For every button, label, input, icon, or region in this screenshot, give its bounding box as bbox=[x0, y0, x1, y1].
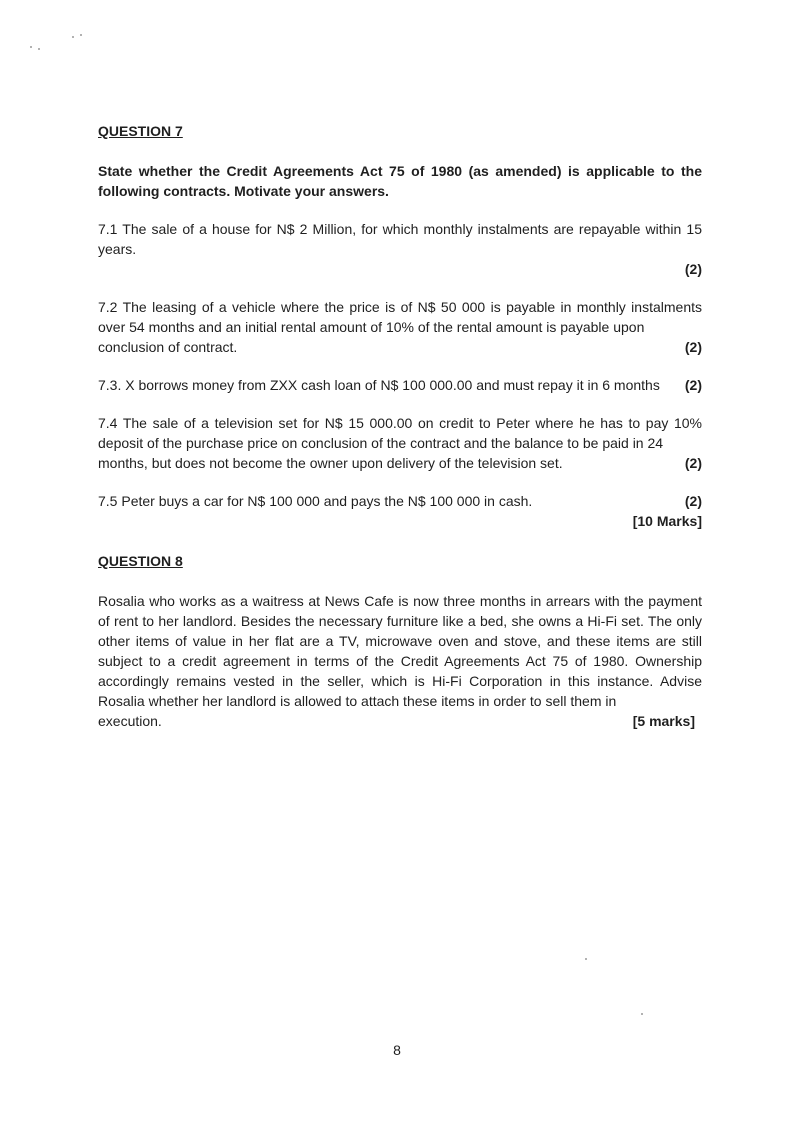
question-item-7-4 bbox=[98, 413, 702, 473]
question-item-last-line bbox=[98, 453, 702, 473]
question-8-text: Rosalia who works as a waitress at News Cafe is now three months in arrears with the payment of rent to her landlord. Besides the necessary furniture like a bed, she owns a Hi-Fi set. The only other items of value in her flat are a TV, microwave oven and stove, and these items are still subject to a credit agreement in terms of the Credit Agreements Act 75 of 1980. Ownership accordingly remains vested in the seller, which is Hi-Fi Corporation in this instance. Advise Rosalia whether her landlord is allowed to attach these items in order to sell them in bbox=[98, 593, 702, 709]
scan-speck bbox=[38, 48, 40, 50]
scan-speck bbox=[72, 36, 74, 38]
question-item-mark: (2) bbox=[684, 261, 702, 277]
question-item-mark: (2) bbox=[684, 339, 702, 355]
scan-speck bbox=[30, 46, 32, 48]
question-item-7-1 bbox=[98, 219, 702, 279]
scan-speck bbox=[585, 958, 587, 960]
question-7-heading: QUESTION 7 bbox=[98, 123, 183, 139]
question-item-text: 7.1 The sale of a house for N$ 2 Million, for which monthly instalments are repayable within 15 years. bbox=[98, 221, 702, 257]
question-item-text-end: months, but does not become the owner upon delivery of the television set. bbox=[98, 455, 563, 471]
question-8-heading: QUESTION 8 bbox=[98, 553, 183, 569]
question-8-body bbox=[98, 591, 702, 731]
question-item-text: 7.5 Peter buys a car for N$ 100 000 and pays the N$ 100 000 in cash. bbox=[98, 493, 533, 509]
question-item-mark: (2) bbox=[684, 493, 702, 509]
question-7-instruction: State whether the Credit Agreements Act 75 of 1980 (as amended) is applicable to the following contracts. Motivate your answers. bbox=[98, 163, 702, 199]
question-item-mark: (2) bbox=[684, 455, 702, 471]
question-item-last-line bbox=[98, 337, 702, 357]
page-content bbox=[98, 121, 702, 731]
question-7-total-marks: [10 Marks] bbox=[632, 513, 702, 529]
scan-speck bbox=[80, 34, 82, 36]
question-item-7-2 bbox=[98, 297, 702, 357]
question-item-line bbox=[98, 491, 702, 511]
question-item-mark: (2) bbox=[684, 377, 702, 393]
question-item-line bbox=[98, 375, 702, 395]
question-item-text: 7.4 The sale of a television set for N$ 15 000.00 on credit to Peter where he has to pay 10% deposit of the purchase price on conclusion of the contract and the balance to be paid in 24 bbox=[98, 415, 702, 451]
question-item-text: 7.3. X borrows money from ZXX cash loan of N$ 100 000.00 and must repay it in 6 months bbox=[98, 377, 660, 393]
scan-speck bbox=[641, 1013, 643, 1015]
question-8-last-line bbox=[98, 711, 702, 731]
question-8-text-end: execution. bbox=[98, 713, 162, 729]
page-number: 8 bbox=[393, 1042, 401, 1058]
question-item-7-3 bbox=[98, 375, 702, 395]
question-item-text-end: conclusion of contract. bbox=[98, 339, 238, 355]
question-item-text: 7.2 The leasing of a vehicle where the price is of N$ 50 000 is payable in monthly instalments over 54 months and an initial rental amount of 10% of the rental amount is payable upon bbox=[98, 299, 702, 335]
question-8-total-marks: [5 marks] bbox=[632, 713, 695, 729]
question-item-7-5 bbox=[98, 491, 702, 531]
